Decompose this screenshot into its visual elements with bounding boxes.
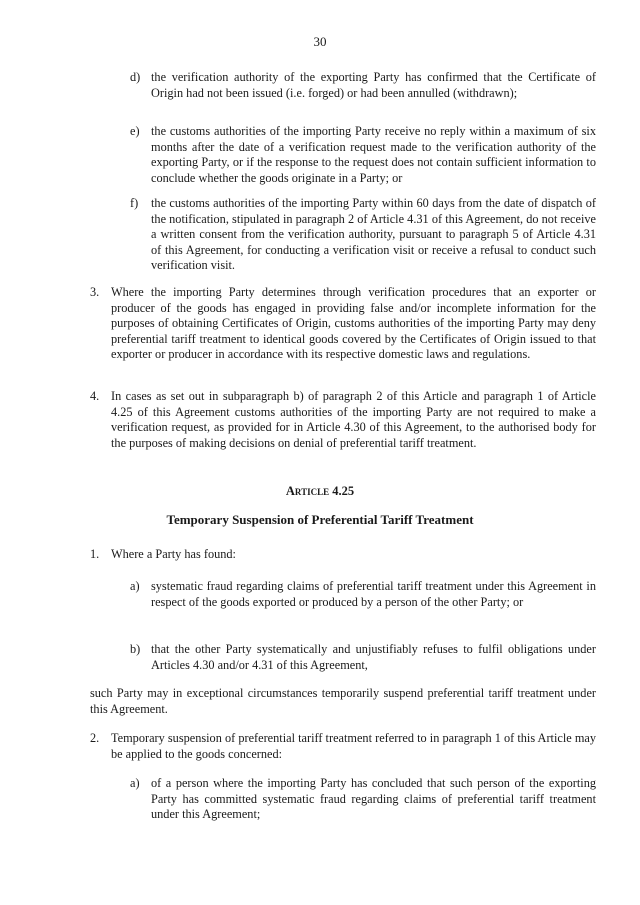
article-heading	[0, 484, 640, 499]
item-f-text: the customs authorities of the importing Party within 60 days from the date of dispatch of the notification, stipulated in paragraph 2 of Article 4.31 of this Agreement, do not receive a written consent from the verification authority, pursuant to paragraph 5 of Article 4.31 of this Agreement, for conducting a verification visit or receive a refusal to conduct such verification visit.	[151, 196, 596, 273]
article-paragraph-1-text: Where a Party has found:	[111, 547, 236, 561]
article-heading-text: Article 4.25	[285, 484, 355, 498]
item-e-label: e)	[130, 124, 140, 138]
article-p1-item-a-text: systematic fraud regarding claims of preferential tariff treatment under this Agreement in respect of the goods exported or produced by a person of the other Party; or	[151, 579, 596, 609]
article-paragraph-1-label: 1.	[90, 547, 100, 561]
paragraph-3-label: 3.	[90, 285, 100, 299]
article-paragraph-2-text: Temporary suspension of preferential tariff treatment referred to in paragraph 1 of this Article may be applied to the goods concerned:	[111, 731, 596, 761]
article-closing-text: such Party may in exceptional circumstances temporarily suspend preferential tariff treatment under this Agreement.	[90, 686, 596, 716]
item-f-label: f)	[130, 196, 139, 210]
paragraph-3-text: Where the importing Party determines through verification procedures that an exporter or producer of the goods has engaged in providing false and/or incomplete information for the purposes of obtaining Certificates of Origin, customs authorities of the importing Party may deny preferential tariff treatment to identical goods covered by the Certificates of Origin issued to that exporter or producer in accordance with its respective domestic laws and regulations.	[111, 285, 596, 362]
page-number: 30	[313, 34, 327, 49]
article-p2-item-a-label: a)	[130, 776, 140, 790]
item-e-text: the customs authorities of the importing Party receive no reply within a maximum of six months after the date of a verification request made to the verification authority of the exporting Party, or if the response to the request does not contain sufficient information to conclude whether the goods originate in a Party; or	[151, 124, 596, 185]
article-title: Temporary Suspension of Preferential Tariff Treatment	[166, 512, 474, 527]
article-p1-item-b-label: b)	[130, 642, 141, 656]
article-p1-item-b-text: that the other Party systematically and unjustifiably refuses to fulfil obligations under Articles 4.30 and/or 4.31 of this Agreement,	[151, 642, 596, 672]
item-d-label: d)	[130, 70, 141, 84]
item-d-text: the verification authority of the exporting Party has confirmed that the Certificate of Origin had not been issued (i.e. forged) or had been annulled (withdrawn);	[151, 70, 596, 100]
article-paragraph-2-label: 2.	[90, 731, 100, 745]
paragraph-4-label: 4.	[90, 389, 100, 403]
article-p1-item-a-label: a)	[130, 579, 140, 593]
article-p2-item-a-text: of a person where the importing Party has concluded that such person of the exporting Party has committed systematic fraud regarding claims of preferential tariff treatment under this Agreement;	[151, 776, 596, 822]
paragraph-4-text: In cases as set out in subparagraph b) of paragraph 2 of this Article and paragraph 1 of Article 4.25 of this Agreement customs authorities of the importing Party are not required to make a verification request, as provided for in Article 4.30 of this Agreement, to the authorised body for the purposes of making decisions on denial of preferential tariff treatment.	[111, 389, 596, 450]
